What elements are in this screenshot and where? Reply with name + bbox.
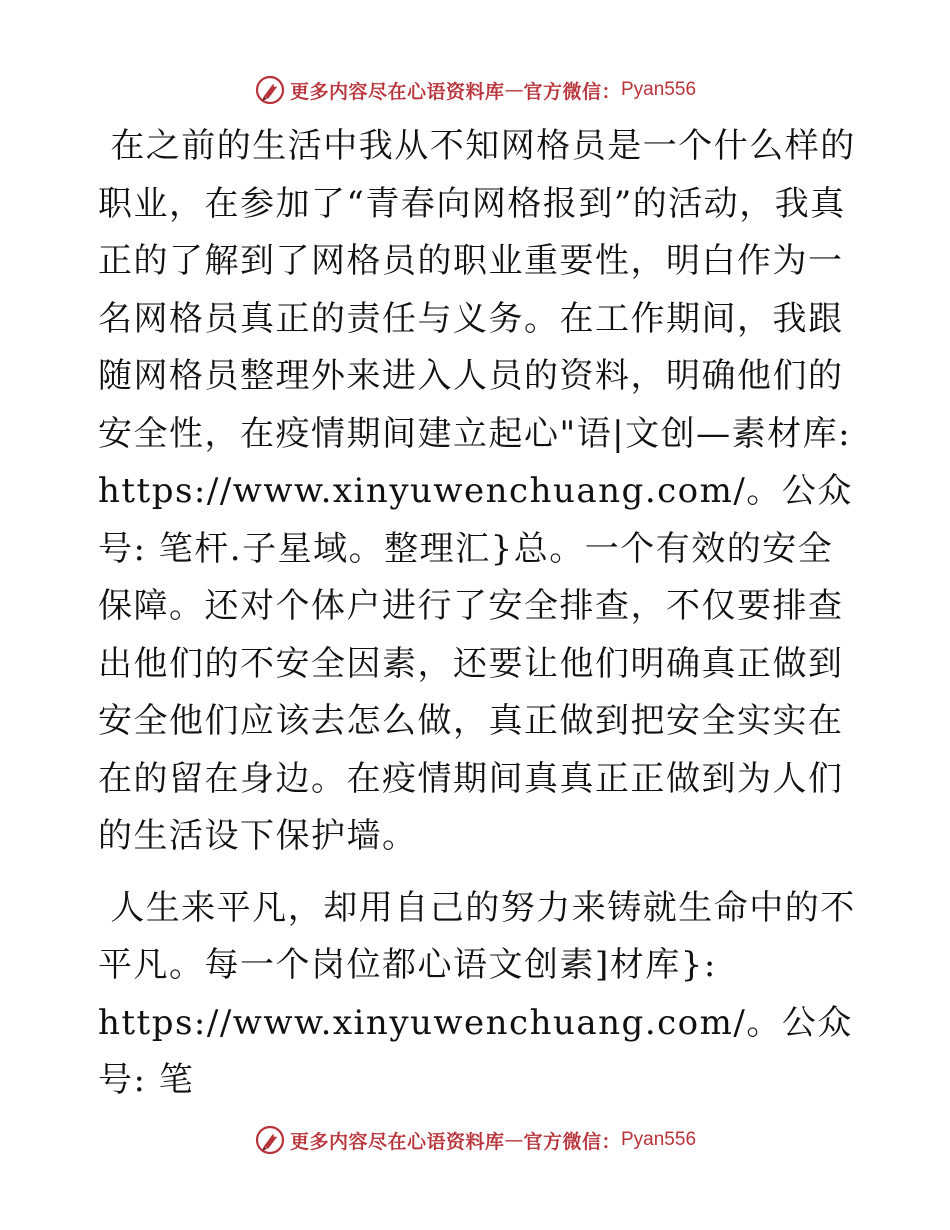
footer-wechat-label: 官方微信： <box>523 1130 621 1153</box>
footer-banner <box>0 1120 950 1160</box>
pen-nib-logo-icon <box>254 1124 286 1156</box>
footer-banner-text: 更多内容尽在心语资料库 <box>289 1130 505 1153</box>
header-wechat-label: 官方微信： <box>523 80 621 103</box>
header-banner-dash: — <box>504 79 524 101</box>
paragraph-2: 人生来平凡，却用自己的努力来铸就生命中的不平凡。每一个岗位都心语文创素]材库}: https://www.xinyuwenchuang.com/。公众号: 笔 <box>98 887 856 1100</box>
footer-banner-dash: — <box>504 1129 524 1151</box>
header-banner <box>0 70 950 110</box>
paragraph-1: 在之前的生活中我从不知网格员是一个什么样的职业，在参加了“青春向网格报到”的活动，我真正的了解到了网格员的职业重要性，明白作为一名网格员真正的责任与义务。在工作期间，我跟随网格员整理外来进入人员的资料，明确他们的安全性，在疫情期间建立起心"语|文创—素材库: https://www.xinyuwenchuang.com/。公众号: 笔杆.子星域。整理汇}总。一个有效的安全保障。还对个体户进行了安全排查，不仅要排查出他们的不安全因素，还要让他们明确真正做到安全他们应该去怎么做，真正做到把安全实实在在的留在身边。在疫情期间真真正正做到为人们的生活设下保护墙。 <box>98 126 856 856</box>
pen-nib-logo-icon <box>254 74 286 106</box>
header-banner-text: 更多内容尽在心语资料库 <box>289 80 505 103</box>
footer-wechat-id: Pyan556 <box>621 1129 697 1150</box>
header-wechat-id: Pyan556 <box>621 79 697 100</box>
document-body <box>98 118 858 1124</box>
